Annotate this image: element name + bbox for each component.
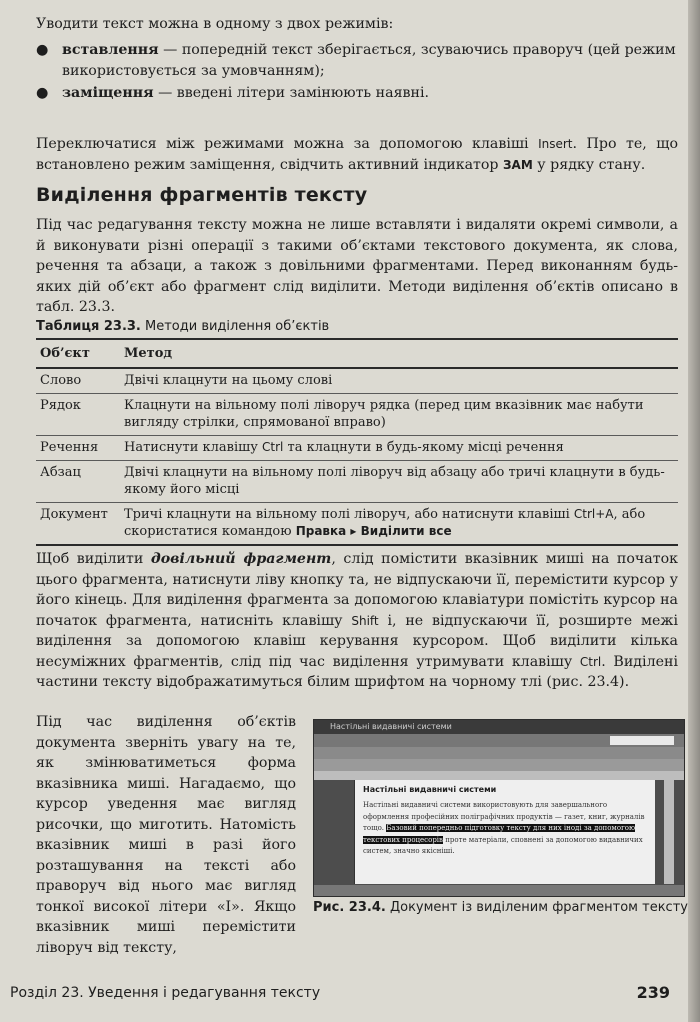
bullet-icon: ●	[36, 42, 49, 58]
section-heading: Виділення фрагментів тексту	[36, 184, 368, 206]
page-number: 239	[636, 983, 670, 1002]
table-header-row	[36, 339, 678, 368]
doc-heading: Настільні видавничі системи	[363, 785, 497, 794]
key-ctrl: Ctrl	[262, 440, 284, 454]
free-fragment-paragraph: Щоб виділити довільний фрагмент, слід помістити вказівник миші на початок цього фрагмента, натиснути ліву кнопку та, не відпускаючи її, перемістити курсор у його кінець. Для виділення фрагмента за допомогою клавіатури помістіть курсор на початок фрагмента, натисніть клавішу Shift і, не відпускаючи її, розширте межі виділення за допомогою клавіш керування курсором. Щоб виділити кілька несуміжних фрагментів, слід під час виділення утримувати клавішу Ctrl. Виділені частини тексту відображатимуться білим шрифтом на чорному тлі (рис. 23.4).	[36, 551, 678, 690]
bullet-icon: ●	[36, 85, 49, 101]
vertical-scrollbar	[664, 780, 674, 884]
table-row: Абзац Двічі клацнути на вільному полі ліворуч від абзацу або тричі клацнути в будь-якому його місці	[36, 461, 678, 503]
methods-table	[36, 338, 678, 546]
table-row: Документ Тричі клацнути на вільному полі ліворуч, або натиснути клавіші Ctrl+A, або скористатися командою Правка ▸ Виділити все	[36, 503, 678, 546]
window-titlebar: Настільні видавничі системи	[314, 720, 684, 734]
page-footer: Розділ 23. Уведення і редагування тексту	[10, 985, 321, 1001]
header-object: Об’єкт	[36, 339, 120, 368]
list-item: ● вставлення — попередній текст зберігається, зсуваючись праворуч (цей режим використовується за умовчанням);	[36, 42, 676, 79]
table-row: Слово Двічі клацнути на цьому слові	[36, 368, 678, 394]
mode-list	[36, 40, 678, 106]
table-row: Рядок Клацнути на вільному полі ліворуч рядка (перед цим вказівник має набути вигляду стрілки, спрямованої вправо)	[36, 394, 678, 436]
figure-word-screenshot	[313, 719, 685, 897]
list-item: ● заміщення — введені літери замінюють наявні.	[36, 83, 678, 104]
key-shift: Shift	[351, 613, 379, 628]
toolbar-formatting	[314, 759, 684, 771]
intro-paragraph: Уводити текст можна в одному з двох режимів:	[36, 16, 394, 32]
emphasis: довільний фрагмент	[150, 551, 332, 567]
figure-caption: Рис. 23.4. Документ із виділеним фрагментом тексту	[313, 900, 688, 915]
term: заміщення	[62, 85, 154, 101]
key-ctrl-a: Ctrl+A	[573, 507, 614, 521]
key-insert: Insert	[538, 137, 573, 151]
doc-text: Настільні видавничі системи використовують для завершального оформлення професійних поліграфічних продуктів — газет, книг, журналів тощо. Базовий попередньо підготовку тексту для них іноді за допомогою текстових процесорів проте матеріали, сповнені за допомогою видавничих систем, значно якісніші.	[363, 801, 645, 855]
term: вставлення	[62, 42, 159, 58]
table-row: Речення Натиснути клавішу Ctrl та клацнути в будь-якому місці речення	[36, 436, 678, 461]
selection-paragraph: Під час редагування тексту можна не лише вставляти і видаляти окремі символи, а й виконувати різні операції з такими об’єктами текстового документа, як слова, речення та абзаци, а також з довільними фрагментами. Перед виконанням будь-яких дій об’єкт або фрагмент слід виділити. Методи виділення об’єктів описано в табл. 23.3.	[36, 217, 678, 315]
page-edge	[688, 0, 700, 1022]
toolbar-standard	[314, 747, 684, 759]
menu-command: Правка ▸ Виділити все	[295, 524, 452, 538]
key-ctrl: Ctrl	[579, 654, 602, 669]
switch-paragraph: Переключатися між режимами можна за допомогою клавіші Insert. Про те, що встановлено режим заміщення, свідчить активний індикатор ЗАМ у рядку стану.	[36, 136, 678, 173]
table-caption: Таблиця 23.3. Методи виділення об’єктів	[36, 319, 330, 334]
document-area	[354, 780, 655, 884]
header-method: Метод	[120, 339, 678, 368]
selected-fragment: Базовий попередньо підготовку тексту для них іноді за допомогою текстових процесорів	[363, 824, 636, 844]
indicator-zam: ЗАМ	[503, 157, 533, 172]
cursor-paragraph: Під час виділення об’єктів документа зверніть увагу на те, як змінюватиметься форма вказівника миші. Нагадаємо, що курсор уведення має вигляд рисочки, що миготить. Натомість вказівник миші в разі його розташування на тексті або праворуч від нього має вигляд тонкої високої літери «І». Якщо вказівник миші перемістити ліворуч від тексту,	[36, 714, 296, 956]
ruler	[314, 771, 684, 780]
help-box	[610, 736, 674, 745]
status-bar	[314, 885, 684, 896]
